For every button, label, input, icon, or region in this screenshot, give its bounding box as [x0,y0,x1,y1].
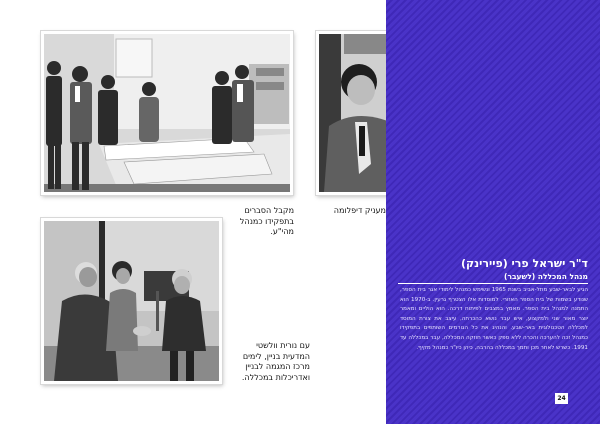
caption-bottom-left: עם נורית וולשטי המדעית בניין, לימים מרכז המגמה לבניין ואדריכלות במכללה. [241,341,310,382]
article-title: ד"ר ישראל פרי (פיירינק) [461,257,588,270]
page-number: 24 [555,393,568,404]
caption-top-left: מקבל הסברים בתפקידו כמנהל מהי"ע. [239,206,294,236]
photo-handshake-image [44,221,219,381]
caption-top-right: מעניק דיפלומה [333,206,386,215]
article-subtitle: מנהל המכללה (לשעבר) [398,272,588,284]
photo-handshake [41,218,222,384]
right-page [386,0,600,424]
photo-meeting-image [44,34,290,192]
photo-meeting [41,31,293,195]
article-body: הגיע לבאר-שבע מתל-אביב בשנת 1965 ונשימש כמנהל לימודי אגר בית הספר, שנודע בשמות של בית הספר האזורי. למוסדות אלו הצטרף גרעין. ב-1970 הוא התמנה למנהל בית הספר. מאמץ במצבים לפיתוח דרכה. הוא הוליים ומאמר יוצר מאור שני ולמקצוע, איש עבר נושא כהכרחה, עיצב את צורת המוסד למכללה הטכנולוגית באר-שבע. והנהיג את כל הגורמים השותפים בתפקידו כמנהל זכה להערכה והכרה ללא ספק כאשר חוזקה המכללה, עבר במכללה עד 1991. כשרש לאחר מכן ותמך במכללה בהרבה, כיהן כיו"ר כמנהל מקיף. [400,287,588,351]
